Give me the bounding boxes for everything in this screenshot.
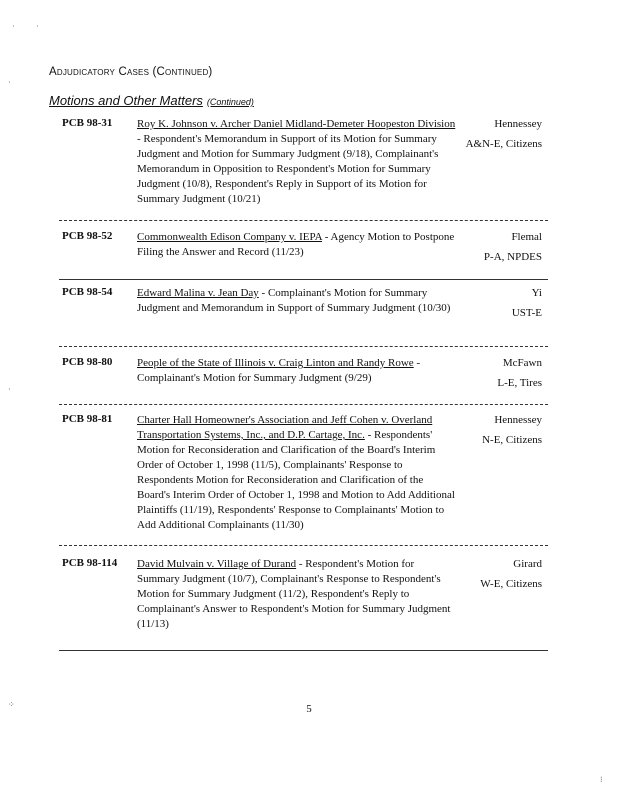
case-assignment	[462, 557, 542, 592]
case-title: People of the State of Illinois v. Craig Linton and Randy Rowe	[137, 357, 414, 369]
subsection-title-text: Motions and Other Matters	[49, 93, 203, 108]
case-title: Roy K. Johnson v. Archer Daniel Midland-Demeter Hoopeston Division	[137, 118, 456, 130]
case-assignment	[462, 230, 542, 265]
case-number: PCB 98-81	[62, 413, 113, 425]
case-number: PCB 98-54	[62, 286, 113, 298]
case-motion-text: - Respondents' Motion for Reconsideration and Clarification of the Board's Interim Order of October 1, 1998 (11/5), Complainants' Response to Respondents Motion for Reconsideration and Clarification of the Board's Interim Order of October 1, 1998 and Motion to Add Additional Plaintiffs (11/19), Respondents' Response to Complainants' Motion to Add Additional Complainants (11/30)	[137, 429, 455, 531]
section-title: Adjudicatory Cases (Continued)	[49, 66, 213, 78]
scan-speck: ⁝	[600, 775, 603, 784]
case-assignment	[462, 356, 542, 391]
case-motion-text: - Complainant's Motion for Summary Judgment and Memorandum in Support of Summary Judgment (10/30)	[137, 287, 451, 314]
case-title: Edward Malina v. Jean Day	[137, 287, 259, 299]
scan-speck: ·	[8, 78, 11, 87]
case-title: David Mulvain v. Village of Durand	[137, 558, 297, 570]
subsection-continued-label: (Continued)	[206, 97, 254, 107]
case-program: N-E, Citizens	[482, 434, 542, 446]
case-assignment	[462, 286, 542, 321]
case-assignment	[462, 413, 542, 448]
page-number: 5	[306, 703, 312, 715]
scan-speck: ·	[36, 22, 39, 31]
board-member: Hennessey	[494, 414, 542, 426]
case-divider	[59, 404, 548, 405]
case-assignment	[462, 117, 542, 152]
case-divider	[59, 650, 548, 651]
case-description	[137, 117, 457, 207]
board-member: McFawn	[502, 357, 542, 369]
case-motion-text: - Agency Motion to Postpone Filing the Answer and Record (11/23)	[137, 231, 455, 258]
case-title: Commonwealth Edison Company v. IEPA	[137, 231, 322, 243]
case-divider	[59, 220, 548, 221]
case-number: PCB 98-52	[62, 230, 113, 242]
case-number: PCB 98-80	[62, 356, 113, 368]
case-description	[137, 286, 457, 316]
case-description	[137, 356, 457, 386]
case-motion-text: - Complainant's Motion for Summary Judgment (9/29)	[137, 357, 421, 384]
case-program: P-A, NPDES	[483, 251, 542, 263]
board-member: Yi	[531, 287, 542, 299]
case-program: W-E, Citizens	[480, 578, 542, 590]
case-program: UST-E	[511, 307, 542, 319]
subsection-title	[49, 93, 254, 108]
case-divider	[59, 545, 548, 546]
case-divider	[59, 346, 548, 347]
case-motion-text: - Respondent's Memorandum in Support of its Motion for Summary Judgment and Motion for Summary Judgment (9/18), Complainant's Memorandum in Opposition to Respondent's Motion for Summary Judgment (10/8), Respondent's Reply in Support of its Motion for Summary Judgment (10/21)	[137, 133, 439, 205]
scan-speck: ·	[8, 385, 11, 394]
case-program: L-E, Tires	[497, 377, 542, 389]
board-member: Girard	[513, 558, 542, 570]
case-program: A&N-E, Citizens	[465, 138, 542, 150]
case-divider	[59, 279, 548, 280]
case-title: Charter Hall Homeowner's Association and Jeff Cohen v. Overland Transportation Systems, Inc., and D.P. Cartage, Inc.	[137, 414, 433, 441]
board-member: Flemal	[511, 231, 542, 243]
case-number: PCB 98-114	[62, 557, 118, 569]
board-member: Hennessey	[494, 118, 542, 130]
scan-speck: ·	[12, 22, 15, 31]
case-description	[137, 230, 457, 260]
case-description	[137, 413, 457, 533]
case-number: PCB 98-31	[62, 117, 113, 129]
case-description	[137, 557, 457, 632]
case-motion-text: - Respondent's Motion for Summary Judgment (10/7), Complainant's Response to Respondent's Motion for Summary Judgment (11/2), Respondent's Reply to Complainant's Answer to Respondent's Motion for Summary Judgment (11/13)	[137, 558, 451, 630]
scan-speck: ⁘	[8, 700, 15, 709]
